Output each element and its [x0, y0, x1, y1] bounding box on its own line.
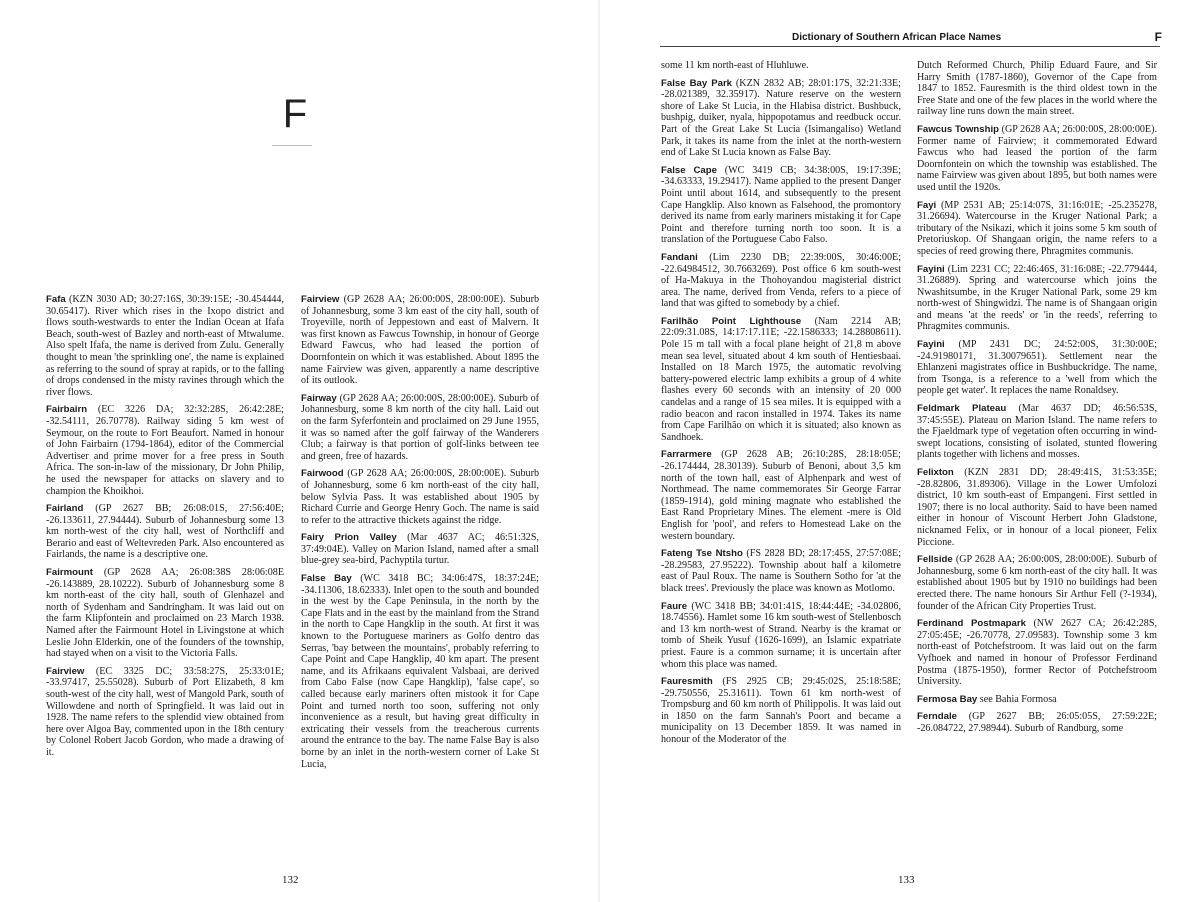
dictionary-entry	[917, 339, 1157, 397]
entry-headword: False Cape	[661, 164, 717, 176]
entry-headword: Fauresmith	[661, 676, 713, 688]
entry-headword: Feldmark Plateau	[917, 403, 1007, 415]
dictionary-entry	[301, 532, 539, 567]
entry-text: (FS 2828 BD; 28:17:45S, 27:57:08E; -28.29583, 27.95222). Township about half a kilometre east of Paul Roux. The name is Southern Sotho for 'at the black trees'. Previously the place was known as Motlomo.	[661, 548, 901, 594]
entry-text: (GP 2627 BB; 26:08:01S, 27:56:40E; -26.133611, 27.94444). Suburb of Johannesburg some 13 km north-west of the city hall, west of Northcliff and Berario and east of Weltevreden Park. Also encountered as Fairlands, the name is a descriptive one.	[46, 503, 284, 561]
dictionary-entry	[661, 78, 901, 159]
dictionary-entry	[46, 666, 284, 759]
entry-text: (GP 2628 AA; 26:00:00S, 28:00:00E). Suburb of Johannesburg, some 3 km east of the city hall, south of Troyeville, north of Jeppestown and east of Malvern. It was first known as Fawcus Township, in honour of George Edward Fawcus, who had leased the portion of Doornfontein on which it was established. About 1895 the name Fairview was given, apparently a name descriptive of its outlook.	[301, 294, 539, 387]
dictionary-entry	[301, 393, 539, 463]
dictionary-entry	[917, 124, 1157, 194]
entry-text: (GP 2628 AA; 26:00:00S, 28:00:00E). Suburb of Johannesburg, some 6 km north-east of the city hall. It was established about 1905 but by 1910 no buildings had been erected there. The name honours Sir Arthur Fell (?-1934), founder of the African City Properties Trust.	[917, 554, 1157, 612]
entry-headword: Fayini	[917, 263, 945, 275]
entry-text: (GP 2627 BB; 26:05:05S, 27:59:22E; -26.084722, 27.98944). Suburb of Randburg, some	[917, 711, 1157, 734]
dictionary-entry	[46, 294, 284, 398]
entry-text: see Bahia Formosa	[977, 693, 1057, 705]
entry-text: (Mar 4637 DD; 46:56:53S, 37:45:55E). Plateau on Marion Island. The name refers to the Fjaeldmark type of vegetation often occurring in wind-swept locations, consisting of isolated, stunted flowering plants together with lichens and mosses.	[917, 403, 1157, 461]
entry-headword: Fellside	[917, 554, 953, 566]
entry-text: (KZN 2832 AB; 28:01:17S, 32:21:33E; -28.021389, 32.35917). Nature reserve on the western shore of Lake St Lucia, in the Hlabisa district. Bushbuck, bushpig, duiker, nyala, hippopotamus and reedbuck occur. Part of the Great Lake St Lucia (Isimangaliso) Wetland Park, it takes its name from the inlet at the north-western end of Lake St Lucia known as False Bay.	[661, 77, 901, 159]
dictionary-entry	[917, 467, 1157, 548]
page-number-right: 133	[898, 874, 915, 886]
column-right-1	[661, 60, 901, 870]
entry-headword: Fairview	[301, 294, 340, 305]
dictionary-entry	[917, 618, 1157, 688]
dictionary-entry	[917, 200, 1157, 258]
entry-headword: Fairy Prion Valley	[301, 532, 397, 544]
dictionary-entry	[661, 316, 901, 444]
entry-text: (WC 3418 BB; 34:01:41S, 18:44:44E; -34.02806, 18.74556). Hamlet some 16 km south-west of Stellenbosch and 13 km north-west of Strand. Nearby is the kramat or tomb of Sheik Yusuf (1626-1699), an Islamic expatriate priest. Faure is a common surname; it is uncertain after whom this place was named.	[661, 600, 901, 670]
entry-headword: Ferndale	[917, 711, 957, 723]
entry-text: (GP 2628 AA; 26:08:38S 28:06:08E -26.143889, 28.10222). Suburb of Johannesburg some 8 km north-east of the city hall, south of Glenhazel and north of Sydenham and Sandringham. It was laid out on the farm Klipfontein and proclaimed on 23 March 1938. Named after the Fairmount Hotel in Livingstone at which Leslie John Elderkin, one of the founders of the township, had stayed when on a visit to the Victoria Falls.	[46, 567, 284, 660]
running-head-letter: F	[1154, 30, 1162, 44]
entry-text: (GP 2628 AA; 26:00:00S, 28:00:00E). Former name of Fairview; it commemorated Edward Fawcus who had leased the portion of the farm Doornfontein on which the township was established. The name Fairview was given about 1895, but both names were used until the 1920s.	[917, 123, 1157, 193]
column-left-1	[46, 294, 284, 864]
dictionary-entry	[46, 404, 284, 497]
dictionary-entry	[661, 676, 901, 746]
running-head-rule	[660, 46, 1160, 47]
entry-headword: Fairview	[46, 665, 85, 677]
entry-headword: Fayi	[917, 199, 937, 211]
dictionary-entry	[661, 252, 901, 310]
dictionary-entry	[301, 468, 539, 526]
entry-headword: Fairwood	[301, 468, 344, 480]
entry-headword: Fairland	[46, 503, 84, 515]
page-number-left: 132	[282, 874, 299, 886]
entry-text: (Mar 4637 AC; 46:51:32S, 37:49:04E). Valley on Marion Island, named after a small blue-grey sea-bird, Pachyptila turtur.	[301, 532, 539, 567]
entry-text: (MP 2431 DC; 24:52:00S, 31:30:00E; -24.91980171, 31.30079651). Settlement near the Ehlanzeni magistrates office in Bushbuckridge. The name, from Tsonga, is a reference to a 'well from which the people get water'. It replaces the name Ronaldsey.	[917, 339, 1157, 397]
entry-headword: Fateng Tse Ntsho	[661, 548, 743, 560]
entry-text: (GP 2628 AA; 26:00:00S, 28:00:00E). Suburb of Johannesburg, some 6 km north-east of the city hall, below Sylvia Pass. It was established about 1905 by Richard Currie and George Henry Goch. The name is said to refer to the attractive thickets against the ridge.	[301, 468, 539, 526]
entry-headword: Fairmount	[46, 567, 93, 579]
entry-headword: Fairway	[301, 392, 337, 404]
entry-headword: Farrarmere	[661, 449, 712, 461]
entry-text: (Nam 2214 AB; 22:09:31.08S, 14:17:17.11E; -22.1586333; 14.28808611). Pole 15 m tall with a focal plane height of 21,8 m above mean sea level, situated about 4 km south of Hentiesbaai. Installed on 18 March 1975, the automatic revolving battery-powered electric lamp exhibits a group of 4 white flashes every 60 seconds with an intensity of 20 000 candelas and a range of 15 sea miles. It is equipped with a radio beacon and racon installed in 1974. Takes its name from Cape Farilhão on which it is situated; also known as Sandhoek.	[661, 315, 901, 443]
section-letter-rule	[272, 145, 312, 146]
dictionary-entry	[917, 264, 1157, 334]
entry-text: (NW 2627 CA; 26:42:28S, 27:05:45E; -26.70778, 27.09583). Township some 3 km north-east of Potchefstroom. It was laid out on the farm Vyfhoek and named in honour of Professor Ferdinand Postma (1875-1950), former Rector of Potchefstroom University.	[917, 618, 1157, 688]
entry-text: (WC 3418 BC; 34:06:47S, 18:37:24E; -34.11306, 18.62333). Inlet open to the south and bounded in the west by the Cape Peninsula, in the north by the Cape Flats and in the east by the mainland from the Strand in the north to Cape Hangklip in the south. At first it was known to the Portuguese mariners as Golfo dentro das Serras, 'bay between the mountains', probably referring to Cape Point and Cape Hangklip, 40 km apart. The present name, and its Afrikaans equivalent Valsbaai, are derived from Cabo False (now Cape Hangklip), 'false cape', so called because early mariners often mistook it for Cape Point and turned north too soon, suffering not only inconvenience as a result, but having great difficulty in extricating their vessels from the treacherous currents around the entrance to the bay. The name False Bay is also borne by an inlet in the north-western corner of Lake St Lucia,	[301, 573, 539, 770]
dictionary-entry	[46, 503, 284, 561]
section-letter: F	[282, 92, 308, 136]
entry-text: (EC 3226 DA; 32:32:28S, 26:42:28E; -32.54111, 26.70778). Railway siding 5 km west of Seymour, on the route to Fort Beaufort. Named in honour of John Fairbairn (1794-1864), editor of the Commercial Advertiser and prime mover for a free press in South Africa. The son-in-law of the missionary, Dr John Philip, he used the newspaper for attacks on slavery and to champion the Khoikhoi.	[46, 404, 284, 497]
column-left-2	[301, 294, 539, 864]
dictionary-entry	[917, 711, 1157, 734]
entry-text: (GP 2628 AB; 26:10:28S, 28:18:05E; -26.174444, 28.30139). Suburb of Benoni, about 3,5 km north of the town hall, east of Alphenpark and west of Northmead. The name commemorates Sir George Farrar (1859-1914), gold mining magnate who established the East Rand Proprietary Mines. The element -mere is Old English for 'pool', and refers to Homestead Lake on the western boundary.	[661, 449, 901, 542]
entry-text: (WC 3419 CB; 34:38:00S, 19:17:39E; -34.63333, 19.29417). Name applied to the present Danger Point until about 1614, and subsequently to the present Cape Hangklip. Also known as Falsehood, the promontory derived its name from early mariners mistaking it for Cape Point and therefore turning north too soon. It is a translation of the Portuguese Cabo Falso.	[661, 164, 901, 246]
entry-headword: Fafa	[46, 294, 66, 305]
continued-text: Dutch Reformed Church, Philip Eduard Faure, and Sir Harry Smith (1787-1860), Governor of the Cape from 1847 to 1852. Fauresmith is the third oldest town in the Free State and one of the few places in the world where the railway line runs down the main street.	[917, 60, 1157, 118]
dictionary-entry	[661, 548, 901, 594]
entry-headword: False Bay	[301, 573, 352, 585]
running-head	[792, 30, 1162, 46]
entry-text: (KZN 2831 DD; 28:49:41S, 31:53:35E; -28.82806, 31.89306). Village in the Lower Umfolozi district, 10 km south-east of Empangeni. First settled in 1907; there is no local authority. Said to have been named either in honour of Viscount Herbert John Gladstone, nicknamed Felix, or in honour of a local pioneer, Felix Piccione.	[917, 467, 1157, 548]
dictionary-entry	[917, 403, 1157, 461]
entry-text: (Lim 2231 CC; 22:46:46S, 31:16:08E; -22.779444, 31.26889). Spring and watercourse which joins the Nwashitsumbe, in the Kruger National Park, some 29 km north-west of Shingwidzi. The name is of Shangaan origin and means 'at the reeds' or 'in the reeds', referring to Phragmites communis.	[917, 263, 1157, 333]
column-right-2	[917, 60, 1157, 870]
entry-headword: Fairbairn	[46, 404, 88, 416]
dictionary-entry	[661, 165, 901, 246]
entry-text: (MP 2531 AB; 25:14:07S, 31:16:01E; -25.235278, 31.26694). Watercourse in the Kruger National Park; a tributary of the Nsikazi, which it joins some 5 km south of Pretoriuskop. Of Shangaan origin, the name refers to a species of reed growing there, Phragmites communis.	[917, 199, 1157, 257]
dictionary-entry	[46, 567, 284, 660]
entry-headword: Fandani	[661, 251, 698, 263]
entry-text: (FS 2925 CB; 29:45:02S, 25:18:58E; -29.750556, 25.31611). Town 61 km north-west of Trompsburg and 60 km north of Philippolis. It was laid out in 1850 on the farm Sannah's Poort and became a municipality on 13 December 1859. It was named in honour of the Moderator of the	[661, 676, 901, 746]
entry-text: (EC 3325 DC; 33:58:27S, 25:33:01E; -33.97417, 25.55028). Suburb of Port Elizabeth, 8 km south-west of the city hall, west of Mangold Park, south of Willowdene and north of Springfield. It was laid out in 1928. The name refers to the splendid view obtained from here over Algoa Bay, commented upon in the 18th century by Colonel Robert Jacob Gordon, who made a drawing of it.	[46, 665, 284, 758]
entry-headword: Fayini	[917, 339, 945, 351]
dictionary-entry	[661, 449, 901, 542]
entry-headword: Felixton	[917, 467, 954, 478]
entry-headword: Fawcus Township	[917, 123, 1000, 135]
entry-headword: Fermosa Bay	[917, 693, 978, 705]
entry-headword: Faure	[661, 600, 688, 612]
dictionary-entry	[917, 554, 1157, 612]
running-head-title: Dictionary of Southern African Place Names	[792, 32, 1002, 43]
entry-text: (KZN 3030 AD; 30:27:16S, 30:39:15E; -30.454444, 30.65417). River which rises in the Ixopo district and flows south-westwards to enter the Indian Ocean at Ifafa Beach, south-west of Bazley and north-east of Mtwalume. Also spelt Ifafa, the name is derived from Zulu. Generally thought to mean 'the sprinkling one', the name is explained as referring to the sound of spray at rapids, or to the falling of drops condensed in the misty ravines through which the river flows.	[46, 294, 284, 398]
continued-text: some 11 km north-east of Hluhluwe.	[661, 60, 809, 71]
dictionary-entry	[661, 601, 901, 671]
entry-text: (Lim 2230 DB; 22:39:00S, 30:46:00E; -22.64984512, 30.7663269). Post office 6 km south-west of Ha-Makuya in the Thohoyandou magisterial district area. The name, derived from Venda, refers to a piece of land that was gifted to somebody by a chief.	[661, 251, 901, 310]
entry-text: (GP 2628 AA; 26:00:00S, 28:00:00E). Suburb of Johannesburg, some 8 km north of the city hall. Laid out on the farm Syferfontein and proclaimed on 29 June 1955, it was so named after the golf fairway of the Wanderers Club; a fairway is that portion of golf-links between tee and green, free of hazards.	[301, 392, 539, 462]
entry-headword: Ferdinand Postmapark	[917, 618, 1026, 630]
dictionary-entry	[917, 694, 1157, 706]
entry-headword: Farilhão Point Lighthouse	[661, 315, 802, 327]
dictionary-entry	[301, 573, 539, 770]
dictionary-entry	[301, 294, 539, 387]
entry-headword: False Bay Park	[661, 77, 733, 89]
